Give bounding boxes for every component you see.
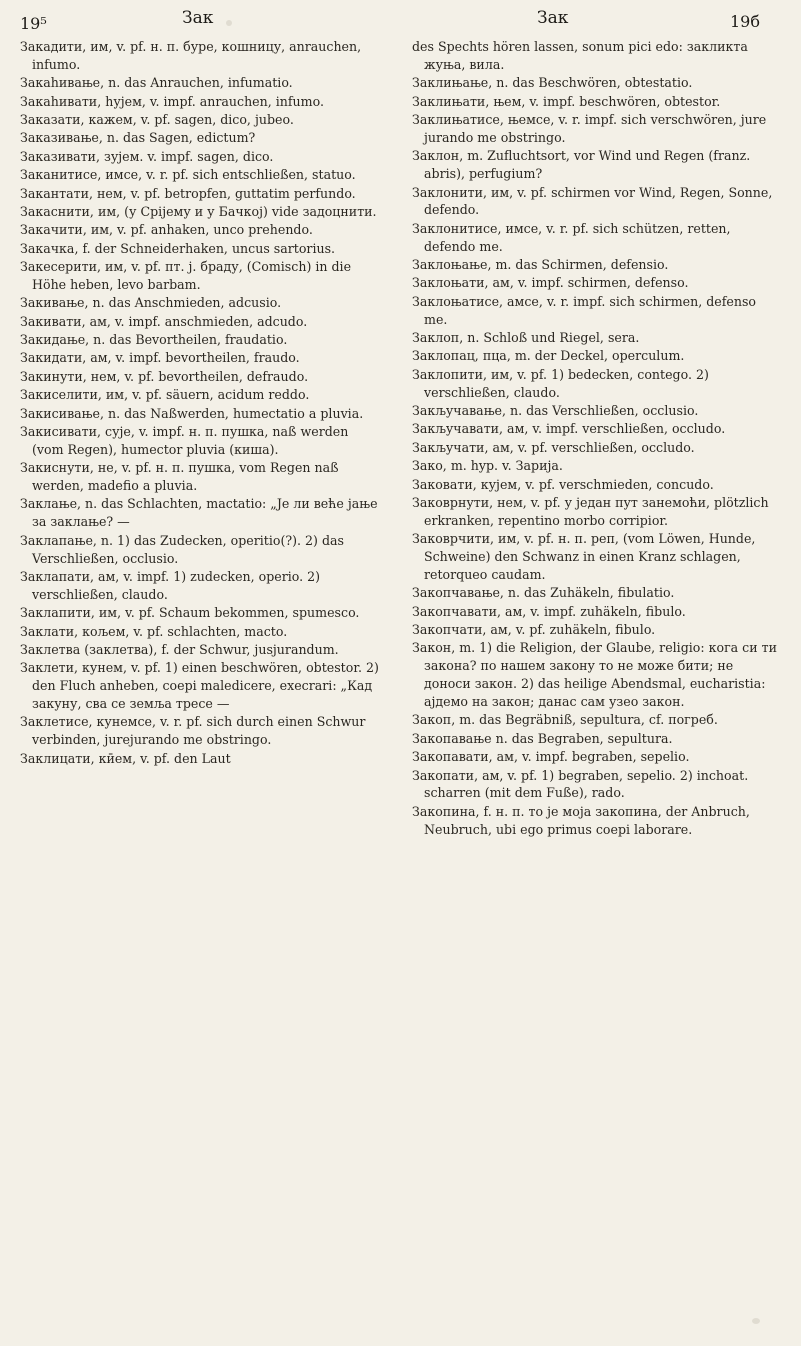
dictionary-entry: Заклопити, им, v. pf. 1) bedecken, contego. 2) verschließen, claudo. <box>412 366 709 400</box>
dictionary-entry: Заклапање, n. 1) das Zudecken, operitio(?). 2) das Verschließen, occlusio. <box>20 532 345 566</box>
dictionary-entry: Закаһивање, n. das Anrauchen, infumatio. <box>20 75 293 91</box>
dictionary-entry: Заклети, кунем, v. pf. 1) einen beschwören, obtestor. 2) den Fluch anheben, coepi maledicere, execrari: „Кад закуну, сва се земља тресе — <box>20 660 379 711</box>
dictionary-entry: Закисивати, сује, v. impf. н. п. пушка, naß werden (vom Regen), humector pluvia (киша). <box>20 423 349 457</box>
dictionary-entry: Закаснити, им, (у Срijему и у Бачкој) vide задоцнити. <box>20 203 377 219</box>
dictionary-entry: Заклоњатисе, амсе, v. r. impf. sich schirmen, defenso me. <box>412 293 756 327</box>
page-number-left: 19⁵ <box>20 14 47 33</box>
dictionary-entry: Заканитисе, имсе, v. r. pf. sich entschließen, statuo. <box>20 167 356 183</box>
left-column <box>20 38 382 768</box>
dictionary-entry: Закопчавање, n. das Zuhäkeln, fibulatio. <box>412 585 675 601</box>
dictionary-entry: Заказати, кажем, v. pf. sagen, dico, jubeo. <box>20 112 294 127</box>
dictionary-entry: Закинути, нем, v. pf. bevortheilen, defraudo. <box>20 368 309 384</box>
dictionary-entry: Заказивање, n. das Sagen, edictum? <box>20 130 256 146</box>
dictionary-entry: Заклапати, ам, v. impf. 1) zudecken, operio. 2) verschließen, claudo. <box>20 568 321 602</box>
dictionary-entry: Закиселити, им, v. pf. säuern, acidum reddo. <box>20 387 310 403</box>
dictionary-entry: Закопина, f. н. п. то је моја закопина, der Anbruch, Neubruch, ubi ego primus coepi laborare. <box>412 803 750 837</box>
dictionary-entry: Заковати, кујем, v. pf. verschmieden, concudo. <box>412 476 714 492</box>
dictionary-entry: Заклињатисе, њемсе, v. r. impf. sich verschwören, jure jurando me obstringo. <box>412 112 767 145</box>
page-number-right: 19б <box>730 12 760 31</box>
page-header <box>0 2 801 40</box>
dictionary-entry: Закидање, n. das Bevortheilen, fraudatio. <box>20 332 288 347</box>
dictionary-entry: Закључавати, ам, v. impf. verschließen, occludo. <box>412 421 726 437</box>
dictionary-entry: Закопчати, ам, v. pf. zuhäkeln, fibulo. <box>412 622 656 637</box>
dictionary-entry: Заклоњати, ам, v. impf. schirmen, defenso. <box>412 275 689 291</box>
dictionary-entry: Заклопац, пца, m. der Deckel, operculum. <box>412 348 685 364</box>
dictionary-entry: Закивање, n. das Anschmieden, adcusio. <box>20 295 282 311</box>
dictionary-entry: Заклонитисе, имсе, v. r. pf. sich schützen, retten, defendo me. <box>412 220 731 254</box>
dictionary-entry: Закопавати, ам, v. impf. begraben, sepelio. <box>412 749 690 765</box>
right-column <box>412 38 782 839</box>
dictionary-entry: Заклетисе, кунемсе, v. r. pf. sich durch einen Schwur verbinden, jurejurando me obstringo. <box>20 714 366 748</box>
dictionary-entry: Закидати, ам, v. impf. bevortheilen, fraudo. <box>20 350 300 366</box>
dictionary-entry: Закадити, им, v. pf. н. п. буре, кошницу, anrauchen, infumo. <box>20 39 362 72</box>
dictionary-entry: Заковрнути, нем, v. pf. у један пут занемоћи, plötzlich erkranken, repentino morbo corripior. <box>412 494 769 528</box>
dictionary-entry: Заклоњање, m. das Schirmen, defensio. <box>412 257 669 272</box>
dictionary-entry: Заклињати, њем, v. impf. beschwören, obtestor. <box>412 93 721 109</box>
dictionary-entry: des Spechts hören lassen, sonum pici edo: закликта жуња, вила. <box>412 39 748 72</box>
dictionary-entry: Закачка, f. der Schneiderhaken, uncus sartorius. <box>20 240 336 256</box>
dictionary-entry: Закопати, ам, v. pf. 1) begraben, sepelio. 2) inchoat. scharren (mit dem Fuße), rado. <box>412 767 749 801</box>
dictionary-entry: Заклонити, им, v. pf. schirmen vor Wind, Regen, Sonne, defendo. <box>412 184 773 218</box>
dictionary-entry: Закиснути, не, v. pf. н. п. пушка, vom Regen naß werden, madefio a pluvia. <box>20 460 339 493</box>
dictionary-entry: Закантати, нем, v. pf. betropfen, guttatim perfundo. <box>20 185 356 201</box>
dictionary-entry: Зако, m. hyp. v. Зарија. <box>412 458 563 474</box>
dictionary-entry: Закон, m. 1) die Religion, der Glaube, religio: кога си ти закона? по нашем закону то не може бити; не доноси закон. 2) das heilige Abendsmal, eucharistia: ајдемо на закон; данас сам узео закон. <box>412 640 777 709</box>
dictionary-entry: Закључавање, n. das Verschließen, occlusio. <box>412 403 699 418</box>
dictionary-entry: Заклон, m. Zufluchtsort, vor Wind und Regen (franz. abris), perfugium? <box>412 148 751 182</box>
dictionary-entry: Заклетва (заклетва), f. der Schwur, jusjurandum. <box>20 641 339 657</box>
dictionary-entry: Закесерити, им, v. pf. пт. j. браду, (Comisch) in die Höhe heben, levo barbam. <box>20 259 352 292</box>
dictionary-entry: Заказивати, зујем. v. impf. sagen, dico. <box>20 148 274 164</box>
paper-stain <box>752 1318 760 1324</box>
dictionary-entry: Заклицати, кӣем, v. pf. den Laut <box>20 750 231 766</box>
dictionary-entry: Закивати, ам, v. impf. anschmieden, adcudo. <box>20 313 308 329</box>
dictionary-entry: Закачити, им, v. pf. anhaken, unco prehendo. <box>20 222 313 238</box>
running-head-left: Зак <box>182 8 214 28</box>
dictionary-entry: Заклање, n. das Schlachten, mactatio: „Је ли веће јање за заклање? — <box>20 496 378 530</box>
dictionary-entry: Заковрчити, им, v. pf. н. п. реп, (vom Löwen, Hunde, Schweine) den Schwanz in einen Kranz schlagen, retorqueo caudam. <box>412 531 756 582</box>
dictionary-entry: Закисивање, n. das Naßwerden, humectatio a pluvia. <box>20 405 364 421</box>
dictionary-entry: Закоп, m. das Begräbniß, sepultura, cf. погреб. <box>412 712 718 728</box>
dictionary-entry: Заклоп, n. Schloß und Riegel, sera. <box>412 330 640 345</box>
dictionary-entry: Заклапити, им, v. pf. Schaum bekommen, spumesco. <box>20 605 360 621</box>
dictionary-entry: Закључати, ам, v. pf. verschließen, occludo. <box>412 439 695 455</box>
dictionary-entry: Закопавање n. das Begraben, sepultura. <box>412 730 673 746</box>
dictionary-entry: Заклати, кољем, v. pf. schlachten, macto. <box>20 623 288 639</box>
running-head-right: Зак <box>537 8 569 28</box>
dictionary-entry: Закаһивати, һујем, v. impf. anrauchen, infumo. <box>20 93 324 109</box>
dictionary-entry: Закопчавати, ам, v. impf. zuhäkeln, fibulo. <box>412 603 686 619</box>
dictionary-entry: Заклињање, n. das Beschwören, obtestatio. <box>412 75 693 91</box>
